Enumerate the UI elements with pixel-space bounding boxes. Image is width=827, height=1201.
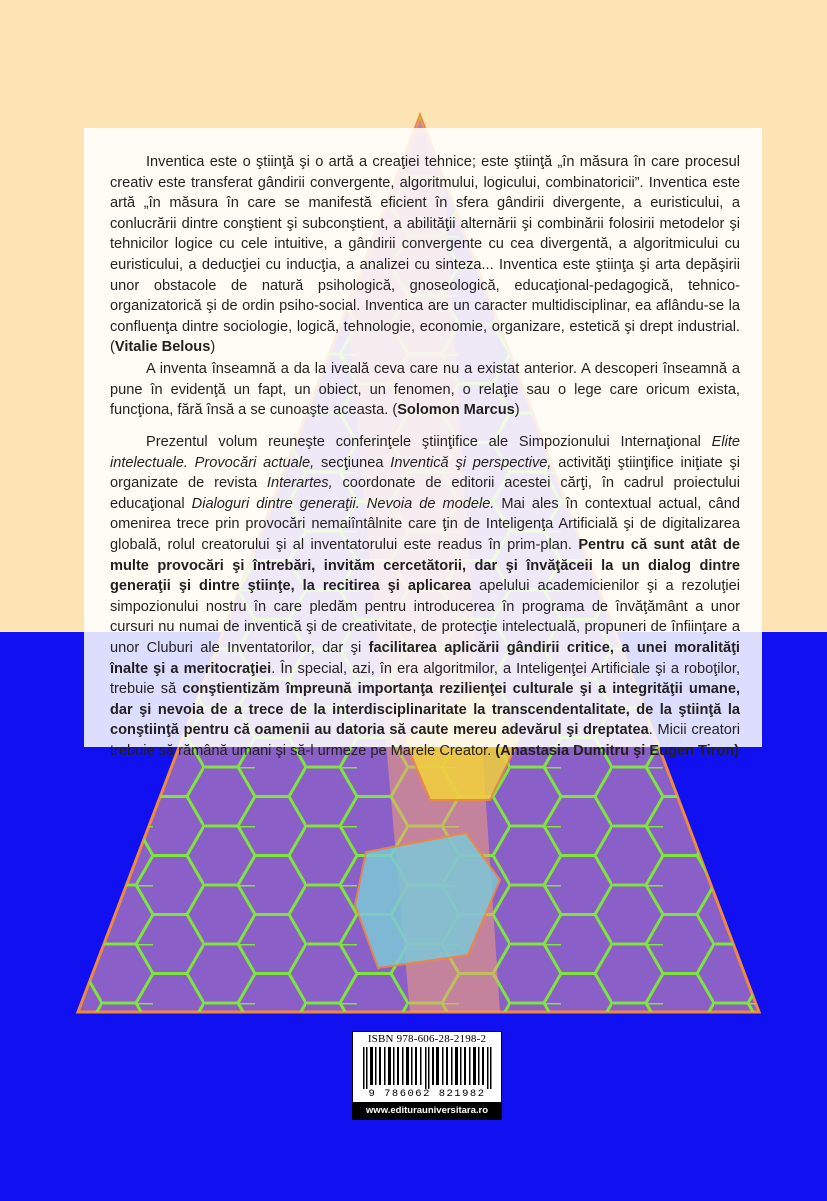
paragraph-a-inventa: [110, 359, 740, 421]
text-run: . Micii creatori trebuie să rămână umani şi să-l urmeze pe Marele Creator.: [110, 722, 740, 759]
paragraph-prezentul-volum: [110, 432, 740, 762]
text-run: coordonate de editorii acestei cărţi, în cadrul proiectului educaţional: [110, 475, 740, 512]
text-run: Prezentul volum reuneşte conferinţele ştiinţifice ale Simpozionului Internaţional: [146, 434, 712, 450]
bold-run: facilitarea aplicării gândirii critice, a unei moralităţi înalte şi a meritocraţiei: [110, 639, 740, 677]
italic-run: Interartes,: [266, 475, 333, 492]
text-run: Mai ales în contextual actual, când omenirea trece prin provocări nemaiîntâlnite care ţin de Inteligenţa Artificială şi de digitalizarea globală, rolul creatorului şi al inventatorului este readus în prim-plan.: [110, 495, 740, 553]
bold-run: conştientizăm împreună importanţa rezilienţei culturale şi a integrităţii umane, dar şi nevoia de a trece de la interdisciplinaritate la transcendentalitate, de la ştiinţă la conştiinţă pentru că oamenii au datoria să caute mereu adevărul şi dreptatea: [110, 681, 740, 739]
paragraph-inventica: [110, 152, 740, 358]
barcode-bars: [361, 1047, 493, 1089]
isbn-barcode: [352, 1031, 502, 1120]
isbn-label: ISBN 978-606-28-2198-2: [367, 1033, 487, 1045]
authors-credit: (Anastasia Dumitru şi Eugen Tiron): [495, 742, 740, 759]
bold-run: Pentru că sunt atât de multe provocări şi întrebări, invităm cercetătorii, dar şi învăţăceii la un dialog dintre generaţii şi dintre ştiinţe, la recitirea şi aplicarea: [110, 536, 740, 595]
publisher-url[interactable]: www.editurauniversitara.ro: [353, 1102, 501, 1119]
italic-run: Inventică şi perspective,: [390, 454, 552, 471]
barcode-digits: 9 786062 821982: [368, 1088, 486, 1100]
italic-run: Elite intelectuale. Provocări actuale,: [110, 434, 740, 471]
italic-run: Dialoguri dintre generaţii. Nevoia de modele.: [191, 495, 495, 512]
paragraph-text: Inventica este o ştiinţă şi o artă a creaţiei tehnice; este ştiinţă „în măsura în care procesul creativ este transferat gândirii convergente, algoritmului, logicului, combinatoricii”. Inventica este artă „în măsura în care se manifestă eficient în sfera gândirii divergente, a euristicului, a conlucrării dintre conştient şi subconştient, a abilităţii alternării şi combinării folosirii metodelor şi tehnicilor logice cu cele intuitive, a gândirii convergente cu cea divergentă, a algoritmicului cu euristicului, a deducţiei cu inducţia, a analizei cu sinteza... Inventica este ştiinţa şi arta depăşirii unor obstacole de natură psihologică, gnoseologică, educaţional-pedagogică, tehnico-organizatorică şi de ordin psiho-social. Inventica are un caracter multidisciplinar, ea aflându-se la confluenţa dintre sociologie, logică, tehnologie, economie, organizare, estetică şi drept industrial. (: [110, 154, 740, 356]
author-name: Vitalie Belous: [114, 339, 211, 356]
text-run: . În special, azi, în era algoritmilor, a Inteligenţei Artificiale şi a roboţilor, trebuie să: [110, 660, 740, 698]
closing-paren: ): [210, 339, 216, 356]
closing-paren: ): [514, 402, 520, 419]
text-run: secţiunea: [314, 454, 391, 471]
paragraph-text: A inventa înseamnă a da la iveală ceva care nu a existat anterior. A descoperi înseamnă a pune în evidenţă un fapt, un obiect, un fenomen, o relaţie sau o lege care oricum exista, funcţiona, fără însă a se cunoaşte aceasta. (: [110, 361, 740, 419]
author-name: Solomon Marcus: [397, 402, 515, 419]
text-run: activităţi ştiinţifice iniţiate şi organizate de revista: [110, 454, 741, 492]
text-run: apelului academicienilor şi a rezoluţiei simpozionului nostru în care pledăm pentru introducerea în programa de învăţământ a unor cursuri nu numai de inventică şi de creativitate, de protecţie intelectuală, propuneri de înfiinţare a unor Cluburi ale Inventatorilor, dar şi: [110, 578, 740, 656]
